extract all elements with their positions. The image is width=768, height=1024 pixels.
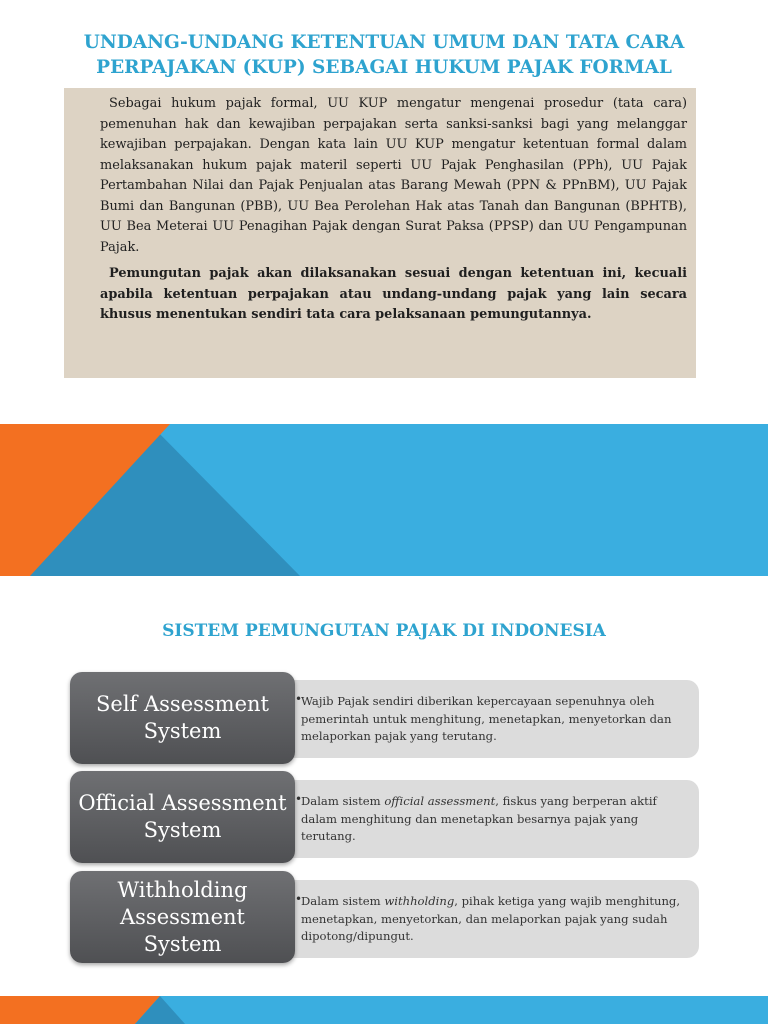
slide-kup bbox=[0, 0, 768, 424]
paragraph-1: Sebagai hukum pajak formal, UU KUP mengatur mengenai prosedur (tata cara) pemenuhan hak dan kewajiban perpajakan serta sanksi-sanksi bagi yang melanggar kewajiban perpajakan. Dengan kata lain UU KUP mengatur ketentuan formal dalam melaksanakan hukum pajak materil seperti UU Pajak Penghasilan (PPh), UU Pajak Pertambahan Nilai dan Pajak Penjualan atas Barang Mewah (PPN & PPnBM), UU Pajak Bumi dan Bangunan (PBB), UU Bea Perolehan Hak atas Tanah dan Bangunan (BPHTB), UU Bea Meterai UU Penagihan Pajak dengan Surat Paksa (PPSP) dan UU Pengampunan Pajak. bbox=[100, 96, 687, 255]
paragraph-2: Pemungutan pajak akan dilaksanakan sesuai dengan ketentuan ini, kecuali apabila ketentuan perpajakan atau undang-undang pajak yang lain secara khusus menentukan sendiri tata cara pelaksanaan pemungutannya. bbox=[100, 266, 687, 322]
bullet: • bbox=[295, 892, 303, 906]
slide-title bbox=[40, 30, 728, 80]
bullet: • bbox=[295, 692, 303, 706]
bullet: • bbox=[295, 792, 303, 806]
band-graphic bbox=[0, 424, 768, 576]
description-text-italic: withholding bbox=[384, 894, 455, 908]
bottom-band-graphic bbox=[0, 996, 768, 1024]
system-withholding-assessment: Withholding Assessment System bbox=[70, 871, 295, 963]
slide-sistem-pemungutan bbox=[0, 576, 768, 1024]
description-text-end: , fiskus yang berperan aktif dalam menghitung dan menetapkan besarnya pajak yang terutang. bbox=[301, 794, 657, 843]
system-official-assessment: Official Assessment System bbox=[70, 771, 295, 863]
slide-title: SISTEM PEMUNGUTAN PAJAK DI INDONESIA bbox=[162, 621, 606, 641]
content-text-box bbox=[64, 88, 696, 378]
bottom-decorative-band bbox=[0, 996, 768, 1024]
description-text-start: Dalam sistem bbox=[301, 894, 385, 908]
slide-title-line-1: UNDANG-UNDANG KETENTUAN UMUM DAN TATA CARA bbox=[83, 32, 685, 53]
system-withholding-assessment-description bbox=[240, 880, 699, 958]
system-self-assessment: Self Assessment System bbox=[70, 672, 295, 764]
slide-title-line-2: PERPAJAKAN (KUP) SEBAGAI HUKUM PAJAK FORMAL bbox=[96, 57, 672, 78]
decorative-band bbox=[0, 424, 768, 576]
bottom-band-orange bbox=[0, 996, 160, 1024]
system-self-assessment-description bbox=[240, 680, 699, 758]
description-text: Wajib Pajak sendiri diberikan kepercayaan sepenuhnya oleh pemerintah untuk menghitung, menetapkan, menyetorkan dan melaporkan pajak yang terutang. bbox=[301, 694, 672, 743]
description-text-italic: official assessment bbox=[384, 794, 496, 808]
description-text-end: , pihak ketiga yang wajib menghitung, menetapkan, menyetorkan, dan melaporkan pajak yang sudah dipotong/dipungut. bbox=[301, 894, 681, 943]
system-official-assessment-description bbox=[240, 780, 699, 858]
description-text-start: Dalam sistem bbox=[301, 794, 385, 808]
